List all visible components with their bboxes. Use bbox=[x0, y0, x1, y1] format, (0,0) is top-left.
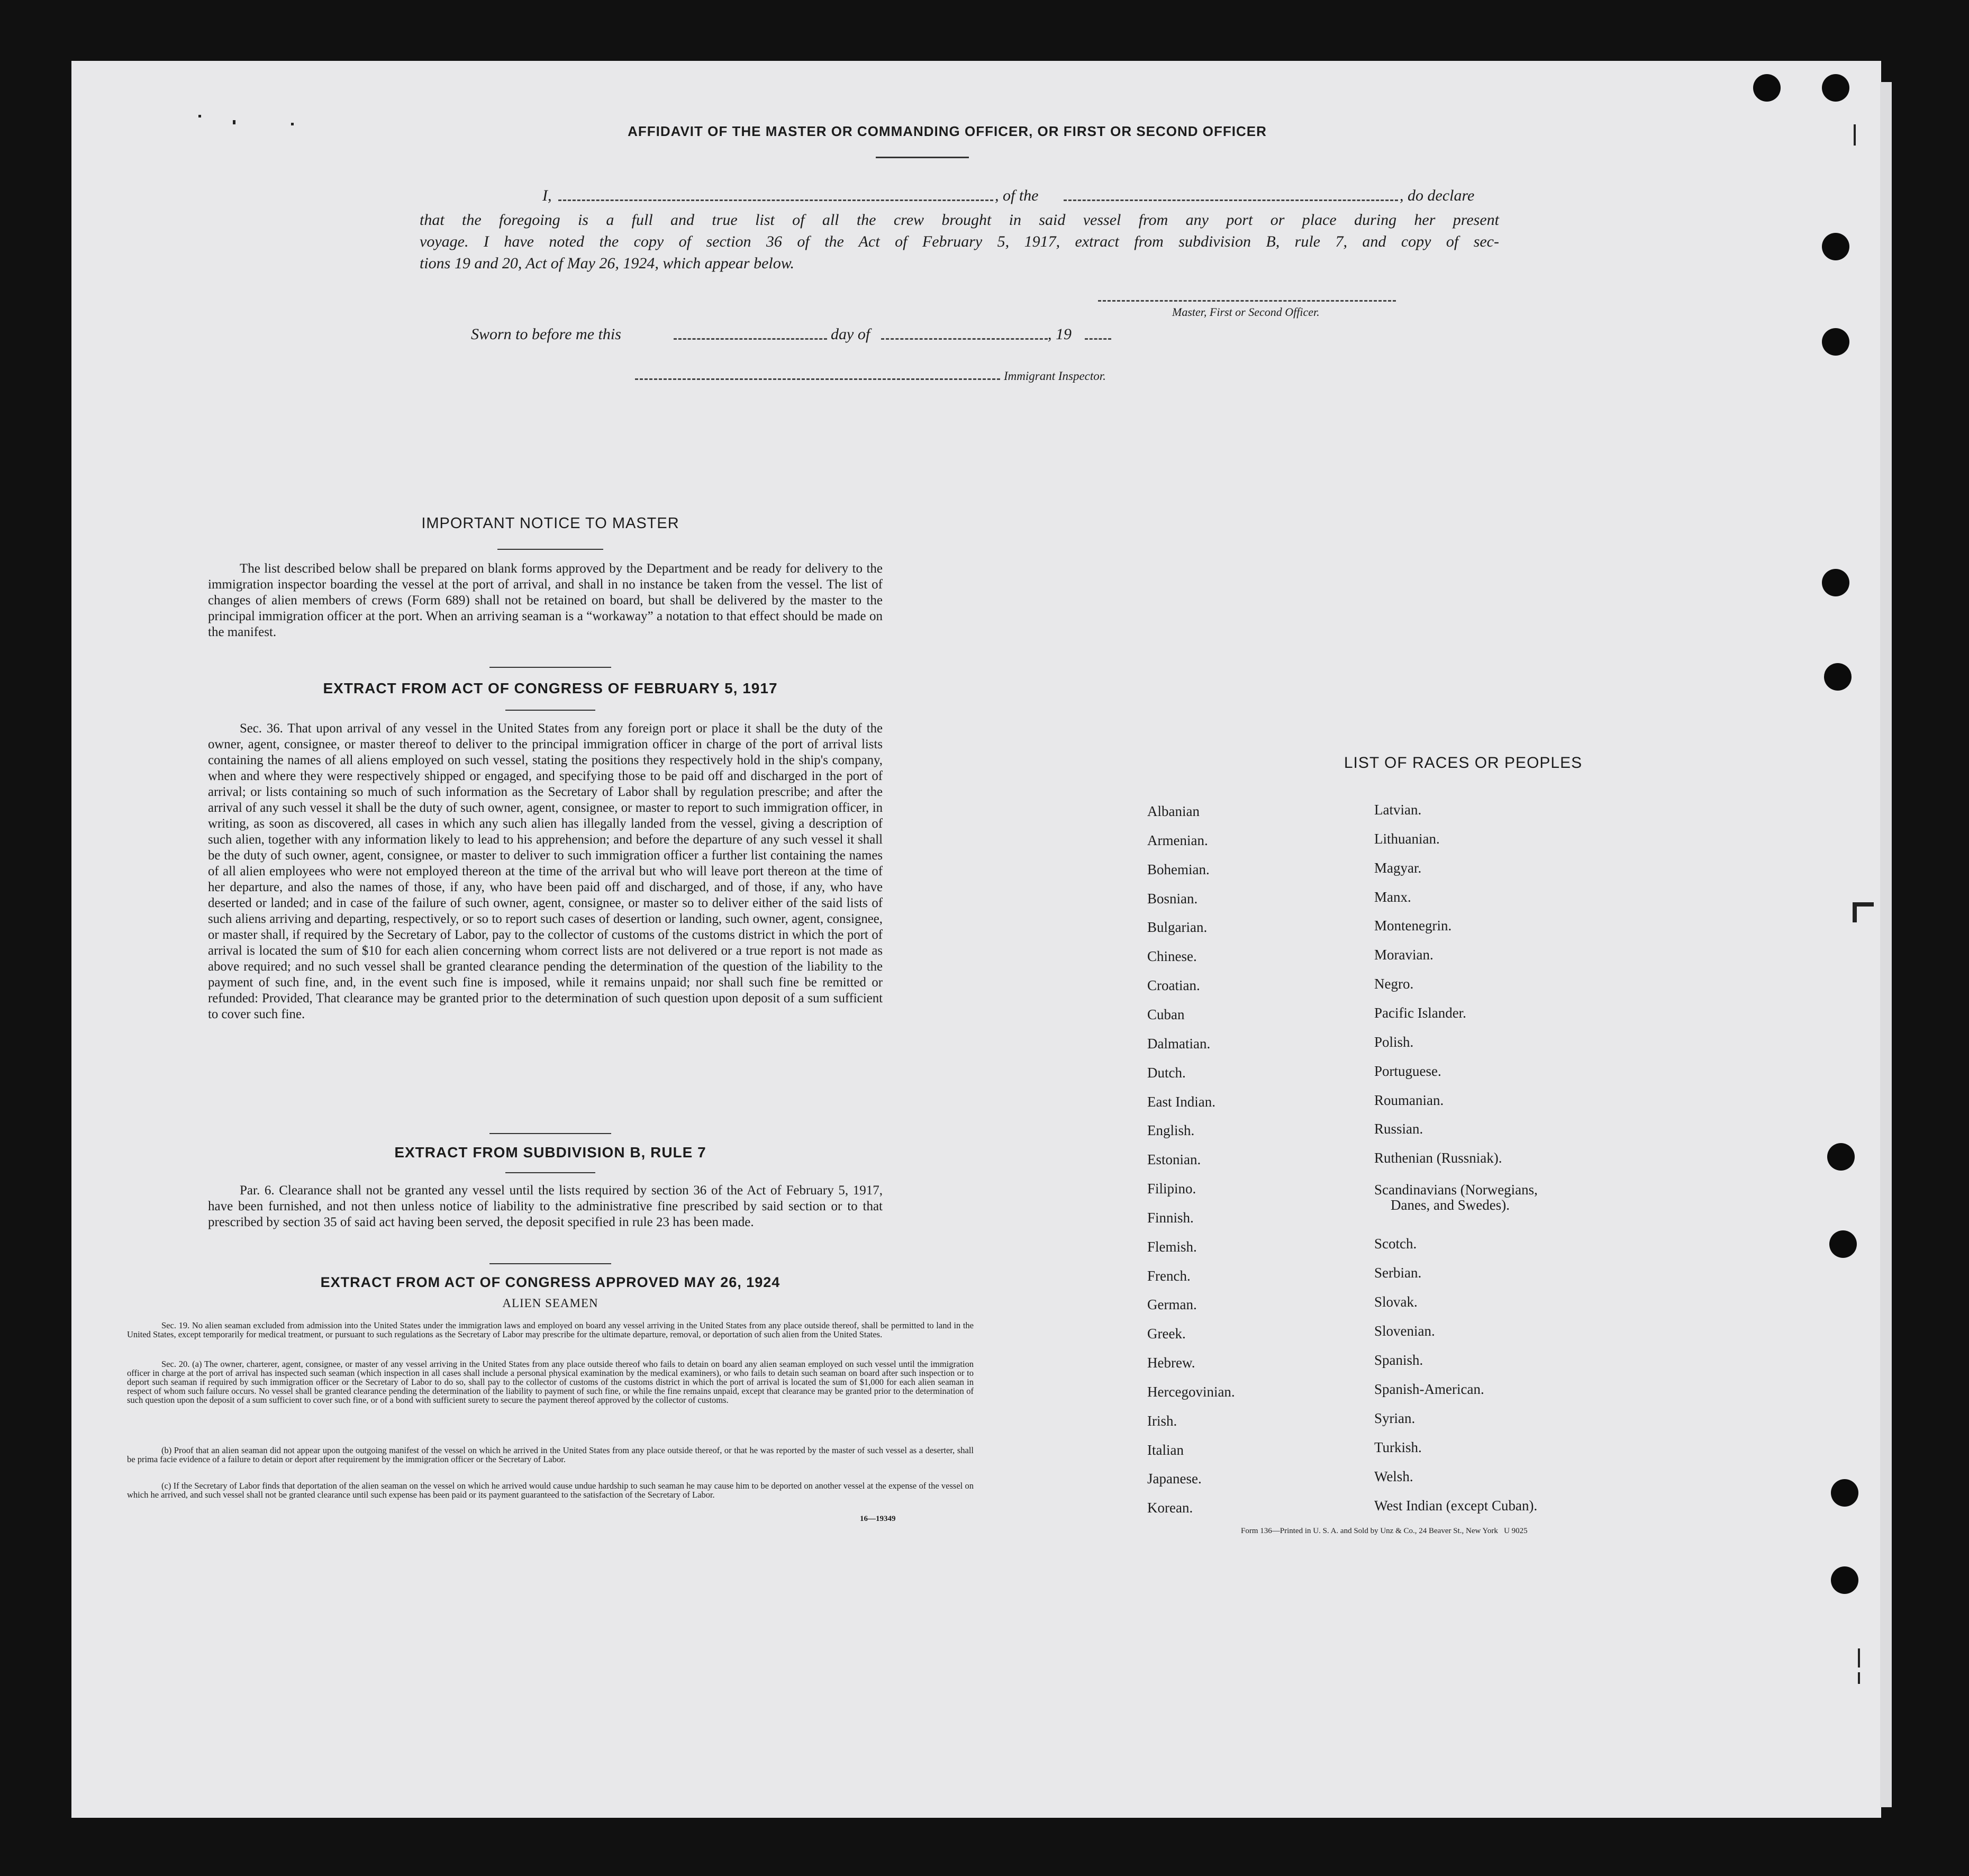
of-the-label: , of the bbox=[995, 187, 1039, 204]
scan-mark bbox=[233, 120, 235, 124]
race-right-item: Slovak. bbox=[1374, 1294, 1418, 1310]
race-right-item: Polish. bbox=[1374, 1034, 1414, 1050]
race-right-item: Turkish. bbox=[1374, 1439, 1422, 1455]
race-left-item: Hebrew. bbox=[1147, 1355, 1195, 1371]
race-left-item: Irish. bbox=[1147, 1413, 1177, 1429]
race-right-item: Slovenian. bbox=[1374, 1323, 1435, 1339]
race-left-item: Bulgarian. bbox=[1147, 919, 1208, 935]
binding-hole bbox=[1831, 1479, 1858, 1507]
race-left-item: Greek. bbox=[1147, 1326, 1186, 1342]
vessel-blank[interactable] bbox=[1064, 200, 1398, 201]
binding-hole bbox=[1822, 233, 1849, 260]
race-left-item: French. bbox=[1147, 1268, 1191, 1284]
affidavit-title: AFFIDAVIT OF THE MASTER OR COMMANDING OFFICER, OR FIRST OR SECOND OFFICER bbox=[628, 123, 1267, 139]
notice-text: The list described below shall be prepared on blank forms approved by the Department and be ready for delivery to the immigration inspector boarding the vessel at the port of arrival, and shall in no instance be taken from the vessel. The list of changes of alien members of crews (Form 689) shall not be retained on board, but shall be delivered by the master to the principal immigration officer at the port. When an arriving seaman is a “workaway” a notation to that effect should be made on the manifest. bbox=[208, 561, 883, 639]
binding-hole bbox=[1822, 74, 1849, 102]
race-right-item: Latvian. bbox=[1374, 802, 1422, 818]
race-left-item: Japanese. bbox=[1147, 1471, 1202, 1487]
race-right-item: Magyar. bbox=[1374, 860, 1422, 876]
year-label: , 19 bbox=[1048, 325, 1072, 343]
race-right-item: Russian. bbox=[1374, 1121, 1423, 1137]
binding-hole bbox=[1822, 569, 1849, 596]
race-right-item: Pacific Islander. bbox=[1374, 1005, 1466, 1021]
day-blank[interactable] bbox=[674, 338, 827, 340]
page-edge bbox=[1880, 82, 1892, 1807]
race-right-item: Scandinavians (Norwegians, bbox=[1374, 1182, 1538, 1198]
divider bbox=[489, 1263, 611, 1264]
sec19-text: Sec. 19. No alien seaman excluded from admission into the United States under the immigration laws and employed on board any vessel arriving in the United States from any place outside thereof, shall be permitted to land in the United States, except temporarily for medical treatment, or pursuant to such regulations as the Secretary of Labor may prescribe for the ultimate departure, removal, or deportation of such alien from the United States. bbox=[127, 1320, 974, 1339]
race-right-item-cont: Danes, and Swedes). bbox=[1391, 1197, 1510, 1213]
race-left-item: Korean. bbox=[1147, 1500, 1193, 1516]
race-left-item: Dutch. bbox=[1147, 1065, 1186, 1081]
race-left-item: Bosnian. bbox=[1147, 891, 1198, 907]
divider bbox=[876, 157, 969, 158]
extract-1917-title: EXTRACT FROM ACT OF CONGRESS OF FEBRUARY 5, 1917 bbox=[323, 680, 778, 696]
affidavit-line4: tions 19 and 20, Act of May 26, 1924, which appear below. bbox=[420, 255, 795, 272]
race-right-item: Moravian. bbox=[1374, 947, 1433, 963]
race-right-item: Welsh. bbox=[1374, 1469, 1413, 1484]
race-left-item: English. bbox=[1147, 1122, 1195, 1138]
scan-mark bbox=[198, 115, 201, 117]
race-right-item: Portuguese. bbox=[1374, 1063, 1441, 1079]
inspector-signature-line[interactable] bbox=[635, 378, 1000, 380]
alien-seamen-subtitle: ALIEN SEAMEN bbox=[502, 1297, 598, 1310]
race-right-item: Spanish. bbox=[1374, 1352, 1423, 1368]
race-right-item: Scotch. bbox=[1374, 1236, 1417, 1252]
divider bbox=[505, 710, 595, 711]
subdivision-text: Par. 6. Clearance shall not be granted any vessel until the lists required by section 36 of the Act of February 5, 1917, have been furnished, and not then unless notice of liability to the administrative fine prescribed by said section or to that prescribed by section 35 of said act having been served, the deposit specified in rule 23 has been made. bbox=[208, 1183, 883, 1229]
race-left-item: Cuban bbox=[1147, 1007, 1185, 1022]
race-right-item: Lithuanian. bbox=[1374, 831, 1440, 847]
race-left-item: Italian bbox=[1147, 1442, 1184, 1458]
do-declare-label: , do declare bbox=[1400, 187, 1475, 204]
race-right-item: Manx. bbox=[1374, 889, 1411, 905]
binding-hole bbox=[1824, 663, 1852, 691]
name-blank[interactable] bbox=[558, 200, 993, 201]
divider bbox=[497, 549, 603, 550]
race-right-item: Roumanian. bbox=[1374, 1092, 1444, 1108]
sec20c-text: (c) If the Secretary of Labor finds that deportation of the alien seaman on the vessel on which he arrived would cause undue hardship to such seaman he may cause him to be deported on another vessel at the expense of the vessel on which he arrived, and such vessel shall not be granted clearance until such expense has been paid or its payment guaranteed to the satisfaction of the Secretary of Labor. bbox=[127, 1481, 974, 1500]
day-of-label: day of bbox=[831, 325, 870, 343]
race-right-item: Negro. bbox=[1374, 976, 1414, 992]
i-label: I, bbox=[542, 187, 552, 204]
form-code: 16—19349 bbox=[860, 1515, 896, 1523]
race-left-item: Dalmatian. bbox=[1147, 1036, 1211, 1052]
race-right-item: Ruthenian (Russniak). bbox=[1374, 1150, 1502, 1166]
race-right-item: Serbian. bbox=[1374, 1265, 1422, 1281]
scan-mark bbox=[1853, 907, 1857, 922]
races-title: LIST OF RACES OR PEOPLES bbox=[1344, 754, 1583, 772]
sworn-label: Sworn to before me this bbox=[471, 325, 621, 343]
notice-title: IMPORTANT NOTICE TO MASTER bbox=[421, 515, 679, 532]
divider bbox=[505, 1172, 595, 1173]
race-left-item: Flemish. bbox=[1147, 1239, 1197, 1255]
master-caption: Master, First or Second Officer. bbox=[1172, 305, 1320, 319]
race-left-item: Chinese. bbox=[1147, 948, 1197, 964]
printer-footer: Form 136—Printed in U. S. A. and Sold by Unz & Co., 24 Beaver St., New York U 9025 bbox=[1241, 1527, 1528, 1535]
race-right-item: Montenegrin. bbox=[1374, 918, 1452, 934]
binding-hole bbox=[1829, 1230, 1857, 1258]
race-left-item: Estonian. bbox=[1147, 1152, 1201, 1167]
scan-mark bbox=[291, 123, 294, 125]
race-left-item: Albanian bbox=[1147, 803, 1200, 819]
binding-hole bbox=[1822, 328, 1849, 356]
race-left-item: Hercegovinian. bbox=[1147, 1384, 1235, 1400]
race-left-item: Filipino. bbox=[1147, 1181, 1196, 1197]
sec20b-text: (b) Proof that an alien seaman did not appear upon the outgoing manifest of the vessel on which he arrived in the United States from any place outside thereof, or that he was reported by the master of such vessel as a deserter, shall be prima facie evidence of a failure to detain or deport after requirement by the immigration officer or the Secretary of Labor. bbox=[127, 1445, 974, 1464]
extract-1924-title: EXTRACT FROM ACT OF CONGRESS APPROVED MAY 26, 1924 bbox=[320, 1274, 781, 1290]
race-right-item: Syrian. bbox=[1374, 1410, 1415, 1426]
race-left-item: Finnish. bbox=[1147, 1210, 1194, 1226]
scan-mark bbox=[1853, 902, 1874, 907]
inspector-caption: Immigrant Inspector. bbox=[1004, 369, 1106, 383]
affidavit-line3: voyage. I have noted the copy of section 36 of the Act of February 5, 1917, extract from subdivision B, rule 7, and copy of sec- bbox=[420, 233, 1499, 250]
race-left-item: Croatian. bbox=[1147, 977, 1200, 993]
binding-hole bbox=[1831, 1566, 1858, 1594]
extract-1917-text: Sec. 36. That upon arrival of any vessel in the United States from any foreign port or place it shall be the duty of the owner, agent, consignee, or master thereof to deliver to the principal immigration officer in charge of the port of arrival lists containing the names of all aliens employed on such vessel, stating the positions they respectively hold in the ship's company, when and where they were respectively shipped or engaged, and specifying those to be paid off and discharged in the port of arrival; or lists containing so much of such information as the Secretary of Labor shall by regulation prescribe; and after the arrival of any such vessel it shall be the duty of such owner, agent, consignee, or master to report to such immigration officer, in writing, as soon as discovered, all cases in which any such alien has illegally landed from the vessel, giving a description of such alien, together with any information likely to lead to his apprehension; and before the departure of any such vessel it shall be the duty of such owner, agent, consignee, or master to deliver to such immigration officer a further list containing the names of all alien employees who were not employed thereon at the time of the arrival but who will leave port thereon at the time of her departure, and also the names of those, if any, who have been paid off and discharged, and of those, if any, who have deserted or landed; and in case of the failure of such owner, agent, consignee, or master so to deliver either of the said lists of such aliens arriving and departing, respectively, or so to report such cases of desertion or landing, such owner, agent, consignee, or master shall, if required by the Secretary of Labor, pay to the collector of customs of the customs district in which the port of arrival is located the sum of $10 for each alien concerning whom correct lists are not delivered or a true report is not made as above required; and no such vessel shall be granted clearance pending the determination of the question of the liability to the payment of such fine, and, in the event such fine is imposed, while it remains unpaid; nor shall such fine be remitted or refunded: Provided, That clearance may be granted prior to the determination of such question upon deposit of a sum sufficient to cover such fine. bbox=[208, 721, 883, 1021]
race-left-item: Armenian. bbox=[1147, 832, 1208, 848]
divider bbox=[489, 1133, 611, 1134]
race-left-item: German. bbox=[1147, 1297, 1197, 1312]
sec20a-text: Sec. 20. (a) The owner, charterer, agent, consignee, or master of any vessel arriving in the United States from any place outside thereof who fails to detain on board any alien seaman employed on such vessel until the immigration officer in charge at the port of arrival has inspected such seaman (which inspection in all cases shall include a personal physical examination by the medical examiners), or who fails to detain such seaman on board after such inspection or to deport such seaman if required by such immigration officer or the Secretary of Labor to do so, shall pay to the collector of customs of the customs district in which the port of arrival is located the sum of $1,000 for each alien seaman in respect of whom such failure occurs. No vessel shall be granted clearance pending the determination of the liability to payment of such fine, or while the fine remains unpaid, except that clearance may be granted prior to the determination of such question upon the deposit of a sum sufficient to cover such fine, or of a bond with sufficient surety to secure the payment thereof approved by the collector of customs. bbox=[127, 1359, 974, 1405]
divider bbox=[489, 667, 611, 668]
race-left-item: East Indian. bbox=[1147, 1094, 1215, 1110]
binding-hole bbox=[1753, 74, 1781, 102]
race-right-item: Spanish-American. bbox=[1374, 1381, 1484, 1397]
scan-mark bbox=[1854, 124, 1856, 146]
scan-mark bbox=[1858, 1648, 1860, 1667]
binding-hole bbox=[1827, 1143, 1855, 1171]
master-signature-line[interactable] bbox=[1098, 300, 1396, 302]
race-right-item: West Indian (except Cuban). bbox=[1374, 1498, 1538, 1514]
affidavit-line2: that the foregoing is a full and true list of all the crew brought in said vessel from any port or place during her present bbox=[420, 211, 1499, 229]
year-blank[interactable] bbox=[1085, 338, 1111, 340]
month-blank[interactable] bbox=[881, 338, 1048, 340]
race-left-item: Bohemian. bbox=[1147, 862, 1210, 877]
subdivision-title: EXTRACT FROM SUBDIVISION B, RULE 7 bbox=[394, 1144, 706, 1161]
scan-mark bbox=[1858, 1672, 1860, 1684]
document-page bbox=[71, 61, 1881, 1818]
